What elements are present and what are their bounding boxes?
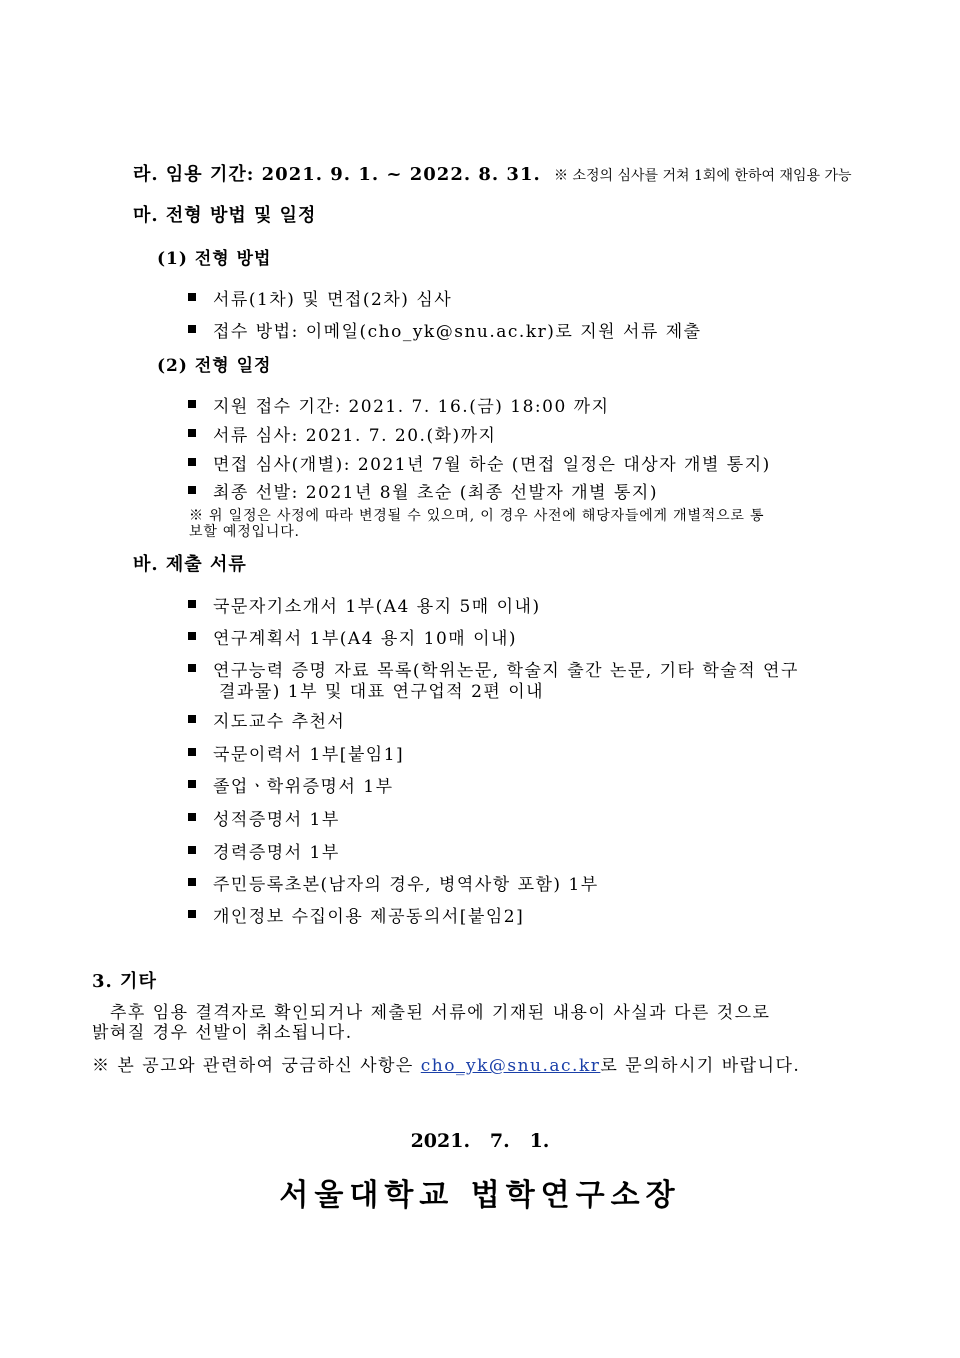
schedule-subheading: (2) 전형 일정 — [157, 356, 272, 376]
bullet-square-icon — [188, 813, 196, 821]
bullet-square-icon — [188, 715, 196, 723]
documents-heading: 바. 제출 서류 — [133, 554, 247, 575]
selection-heading: 마. 전형 방법 및 일정 — [133, 205, 317, 226]
bullet-square-icon — [188, 486, 196, 494]
term-label: 라. 임용 기간: 2021. 9. 1. ~ 2022. 8. 31. — [133, 164, 541, 185]
bullet-square-icon — [188, 632, 196, 640]
signature: 서울대학교 법학연구소장 — [279, 1178, 681, 1213]
term-note: ※ 소정의 심사를 거쳐 1회에 한하여 재임용 가능 — [554, 168, 852, 184]
schedule-note-line1: ※ 위 일정은 사정에 따라 변경될 수 있으며, 이 경우 사전에 해당자들에게 개별적으로 통 — [189, 508, 765, 524]
misc-paragraph-line2: 밝혀질 경우 선발이 취소됩니다. — [92, 1023, 353, 1043]
bullet-square-icon — [188, 878, 196, 886]
bullet-square-icon — [188, 846, 196, 854]
bullet-square-icon — [188, 910, 196, 918]
bullet-square-icon — [188, 325, 196, 333]
inquiry-email-link[interactable]: cho_yk@snu.ac.kr — [420, 1056, 601, 1076]
method-subheading: (1) 전형 방법 — [157, 249, 272, 269]
bullet-square-icon — [188, 429, 196, 437]
misc-heading: 3. 기타 — [92, 971, 157, 992]
inquiry-prefix: ※ 본 공고와 관련하여 궁금하신 사항은 — [92, 1056, 421, 1076]
notice-date: 2021. 7. 1. — [410, 1130, 550, 1152]
inquiry-line — [92, 1051, 800, 1076]
list-item-continuation: 결과물) 1부 및 대표 연구업적 2편 이내 — [219, 682, 545, 702]
inquiry-suffix: 로 문의하시기 바랍니다. — [600, 1056, 801, 1076]
schedule-note-line2: 보할 예정입니다. — [189, 524, 300, 540]
bullet-square-icon — [188, 780, 196, 788]
bullet-square-icon — [188, 293, 196, 301]
bullet-square-icon — [188, 600, 196, 608]
term-heading — [133, 160, 852, 186]
bullet-square-icon — [188, 400, 196, 408]
bullet-square-icon — [188, 458, 196, 466]
bullet-square-icon — [188, 664, 196, 672]
bullet-square-icon — [188, 748, 196, 756]
misc-paragraph-line1: 추후 임용 결격자로 확인되거나 제출된 서류에 기재된 내용이 사실과 다른 것으로 — [110, 1003, 771, 1023]
